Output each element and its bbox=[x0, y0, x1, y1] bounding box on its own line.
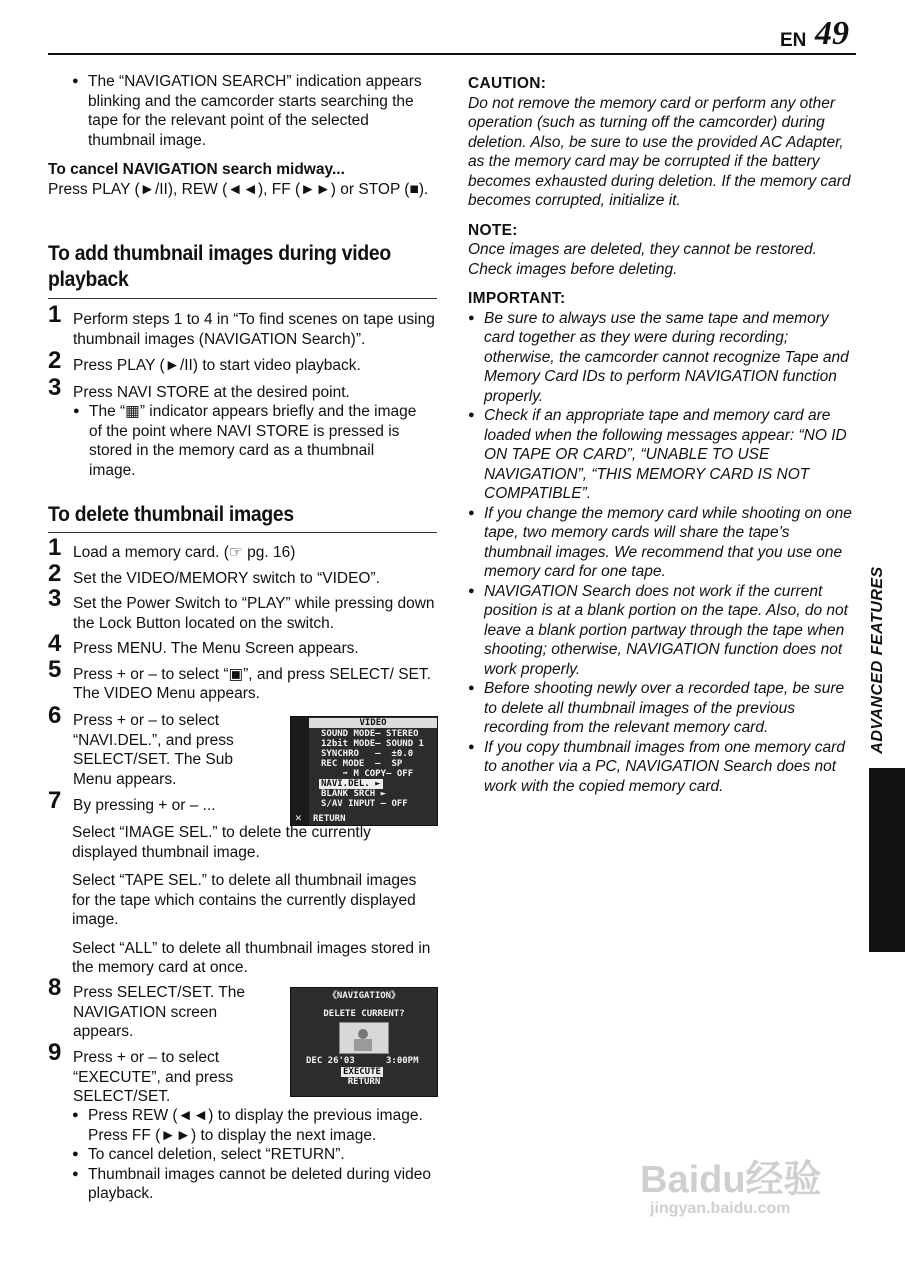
step-item: 5 Press + or – to select “▣”, and press SELECT/ SET. The VIDEO Menu appears. bbox=[48, 655, 431, 702]
step-item: 6 Press + or – to select “NAVI.DEL.”, and press SELECT/SET. The Sub Menu appears. bbox=[48, 702, 234, 788]
note-label: NOTE: bbox=[468, 221, 518, 239]
thumbnail-image bbox=[339, 1022, 389, 1054]
step-item: 1 Perform steps 1 to 4 in “To find scenes on tape using thumbnail images (NAVIGATION Search)”. bbox=[48, 301, 435, 348]
menu-row: ➡ M COPY– OFF bbox=[321, 769, 414, 779]
menu-return: RETURN bbox=[313, 814, 346, 824]
nav-time: 3:00PM bbox=[386, 1056, 419, 1066]
menu-row: BLANK SRCH ► bbox=[321, 789, 387, 799]
important-item: ● Before shooting newly over a recorded tape, be sure to delete all thumbnail images of the previous recording from the relevant memory card. bbox=[468, 679, 858, 738]
bullet-item: ● Press REW (◄◄) to display the previous image. Press FF (►►) to display the next image. bbox=[72, 1106, 432, 1145]
nav-date: DEC 26'03 bbox=[306, 1056, 355, 1066]
important-item: ● If you copy thumbnail images from one memory card to another via a PC, NAVIGATION Search does not work with the copied memory card. bbox=[468, 738, 858, 797]
step-item: 3 Set the Power Switch to “PLAY” while pressing down the Lock Button located on the switch. bbox=[48, 585, 435, 632]
menu-row: SYNCHRO – ±0.0 bbox=[321, 749, 414, 759]
important-item: ● If you change the memory card while shooting on one tape, two memory cards will share the tape’s thumbnail images. We recommend that you use one memory card for one tape. bbox=[468, 504, 858, 582]
video-menu-screen bbox=[290, 716, 438, 826]
section-title-add-thumbnails: To add thumbnail images during video playback bbox=[48, 242, 391, 291]
cancel-block bbox=[48, 160, 433, 199]
menu-row: REC MODE – SP bbox=[321, 759, 403, 769]
step-item: 3 Press NAVI STORE at the desired point. bbox=[48, 373, 350, 401]
step-item: 9 Press + or – to select “EXECUTE”, and press SELECT/SET. bbox=[48, 1039, 234, 1105]
bullet-item: ● To cancel deletion, select “RETURN”. bbox=[72, 1145, 432, 1165]
navigation-screen bbox=[290, 987, 438, 1097]
return-option: RETURN bbox=[347, 1077, 381, 1087]
step3-bullet: ● The “▦” indicator appears briefly and the image of the point where NAVI STORE is pressed is stored in the memory card as a thumbnail image. bbox=[73, 402, 419, 480]
delete-step-8 bbox=[48, 974, 258, 1042]
cancel-heading: To cancel NAVIGATION search midway... bbox=[48, 161, 345, 178]
delete-step-7 bbox=[48, 787, 278, 816]
add-steps bbox=[48, 301, 438, 480]
select-image-sel: Select “IMAGE SEL.” to delete the currently displayed thumbnail image. bbox=[72, 824, 371, 861]
important-item: ● NAVIGATION Search does not work if the current position is at a blank portion on the tape. Also, do not leave a blank portion partway through the tape when shooting; otherwise, NAVIGATION function does not work properly. bbox=[468, 582, 858, 680]
select-tape-sel: Select “TAPE SEL.” to delete all thumbnail images for the tape which contains the currently displayed image. bbox=[72, 872, 417, 928]
caution-label: CAUTION: bbox=[468, 75, 547, 92]
close-icon: ✕ bbox=[295, 811, 302, 824]
delete-steps-1-5 bbox=[48, 534, 438, 704]
watermark-url: jingyan.baidu.com bbox=[650, 1200, 791, 1217]
delete-step-6 bbox=[48, 702, 258, 789]
watermark bbox=[640, 1160, 822, 1218]
menu-row: SOUND MODE– STEREO bbox=[321, 729, 419, 739]
step-item: 2 Press PLAY (►/II) to start video playback. bbox=[48, 347, 361, 374]
section-rule bbox=[48, 532, 437, 533]
section-rule bbox=[48, 298, 437, 299]
select-options bbox=[72, 823, 437, 978]
watermark-logo: Baidu经验 bbox=[640, 1159, 822, 1201]
caution-text: Do not remove the memory card or perform any other operation (such as turning off the camcorder) during deletion. Also, be sure to use the provided AC Adapter, as the memory card may be corrupted if the battery becomes exhausted during deletion. If the memory card becomes corrupted, initialize it. bbox=[468, 94, 851, 209]
final-bullets bbox=[72, 1106, 432, 1204]
menu-row: S/AV INPUT – OFF bbox=[321, 799, 408, 809]
side-tab-block bbox=[869, 768, 905, 952]
side-tab-label: ADVANCED FEATURES bbox=[869, 566, 886, 754]
menu-icon-strip bbox=[291, 717, 309, 825]
menu-row-highlight: NAVI.DEL. ► bbox=[321, 779, 381, 789]
important-item: ● Check if an appropriate tape and memory card are loaded when the following messages appear: “NO ID ON TAPE OR CARD”, “UNABLE TO USE NAVIGATION”, “THIS MEMORY CARD IS NOT COMPATIBLE”. bbox=[468, 406, 858, 504]
execute-option: EXECUTE bbox=[343, 1067, 381, 1077]
intro-bullet: ● The “NAVIGATION SEARCH” indication appears blinking and the camcorder starts searching the tape for the relevant point of the selected thumbnail image. bbox=[72, 72, 432, 150]
bullet-item: ● Thumbnail images cannot be deleted during video playback. bbox=[72, 1165, 432, 1204]
language-label: EN bbox=[780, 30, 807, 51]
step-item: 8 Press SELECT/SET. The NAVIGATION screen appears. bbox=[48, 974, 245, 1040]
note-text: Once images are deleted, they cannot be restored. Check images before deleting. bbox=[468, 241, 817, 278]
select-all: Select “ALL” to delete all thumbnail images stored in the memory card at once. bbox=[72, 939, 431, 976]
important-label: IMPORTANT: bbox=[468, 290, 566, 307]
step-item: 2 Set the VIDEO/MEMORY switch to “VIDEO”. bbox=[48, 559, 380, 587]
delete-step-9 bbox=[48, 1039, 258, 1107]
step-item: 7 By pressing + or – ... bbox=[48, 787, 216, 814]
section-title-delete-thumbnails: To delete thumbnail images bbox=[48, 503, 294, 526]
right-column bbox=[468, 74, 858, 796]
step-item: 1 Load a memory card. (☞ pg. 16) bbox=[48, 534, 296, 561]
step-item: 4 Press MENU. The Menu Screen appears. bbox=[48, 630, 359, 657]
page-number: 49 bbox=[815, 15, 849, 52]
menu-row: 12bit MODE– SOUND 1 bbox=[321, 739, 424, 749]
menu-title: VIDEO bbox=[309, 718, 437, 728]
important-item: ● Be sure to always use the same tape and memory card together as they were during recording; otherwise, the camcorder cannot recognize Tape and Memory Card IDs to perform NAVIGATION function properly. bbox=[468, 309, 858, 407]
nav-prompt: DELETE CURRENT? bbox=[323, 1009, 405, 1019]
nav-title: 《NAVIGATION》 bbox=[327, 991, 401, 1001]
cancel-text: Press PLAY (►/II), REW (◄◄), FF (►►) or STOP (■). bbox=[48, 180, 429, 198]
header-rule bbox=[48, 53, 856, 55]
